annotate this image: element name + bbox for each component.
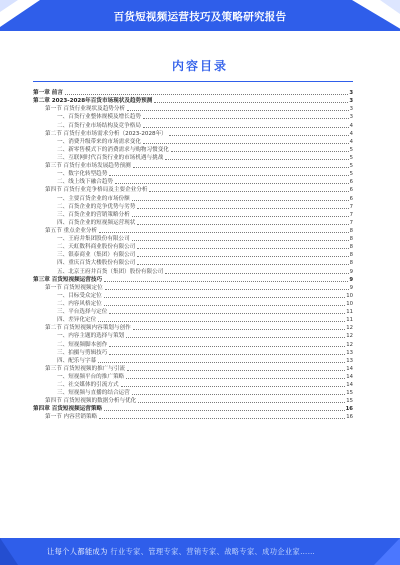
toc-divider bbox=[33, 81, 353, 82]
toc-entry[interactable] bbox=[33, 332, 353, 340]
toc-entry[interactable] bbox=[33, 251, 353, 259]
toc-entry-title: 第四节 百货行业竞争格局及主要企业分析 bbox=[45, 187, 148, 194]
toc-leader-dots bbox=[133, 328, 346, 330]
toc-entry[interactable] bbox=[33, 227, 353, 235]
report-title: 百货短视频运营技巧及策略研究报告 bbox=[113, 11, 287, 23]
toc-entry-page: 5 bbox=[349, 163, 353, 170]
toc-leader-dots bbox=[169, 134, 349, 136]
toc-leader-dots bbox=[154, 101, 348, 103]
toc-leader-dots bbox=[109, 345, 345, 347]
toc-entry[interactable] bbox=[33, 259, 353, 267]
toc-entry-title: 第一节 百货短视频定位 bbox=[45, 284, 103, 291]
report-header-bar bbox=[0, 0, 400, 31]
toc-entry-page: 16 bbox=[346, 414, 353, 421]
toc-entry-page: 6 bbox=[349, 179, 353, 186]
toc-leader-dots bbox=[99, 417, 345, 419]
toc-leader-dots bbox=[143, 142, 349, 144]
toc-entry-title: 二、内容风格定位 bbox=[57, 300, 102, 307]
toc-entry[interactable] bbox=[33, 349, 353, 357]
toc-entry[interactable] bbox=[33, 243, 353, 251]
toc-leader-dots bbox=[98, 361, 345, 363]
toc-entry-title: 三、互联网时代百货行业的市场机遇与挑战 bbox=[57, 154, 164, 161]
toc-leader-dots bbox=[137, 247, 348, 249]
toc-leader-dots bbox=[137, 263, 348, 265]
toc-entry-page: 10 bbox=[346, 300, 353, 307]
toc-entry[interactable] bbox=[33, 89, 353, 97]
toc-leader-dots bbox=[126, 336, 345, 338]
toc-entry-page: 6 bbox=[349, 187, 353, 194]
toc-entry[interactable] bbox=[33, 316, 353, 324]
footer-right-accent bbox=[374, 538, 400, 565]
toc-entry[interactable] bbox=[33, 397, 353, 405]
toc-entry-title: 一、目标受众定位 bbox=[57, 292, 102, 299]
toc-leader-dots bbox=[104, 280, 348, 282]
toc-entry-page: 15 bbox=[346, 398, 353, 405]
toc-entry[interactable] bbox=[33, 276, 353, 284]
toc-entry[interactable] bbox=[33, 162, 353, 170]
toc-entry-page: 6 bbox=[349, 195, 353, 202]
toc-leader-dots bbox=[165, 272, 348, 274]
toc-entry-title: 五、北京王府井百货（集团）股份有限公司 bbox=[57, 268, 164, 275]
toc-leader-dots bbox=[143, 126, 349, 128]
toc-entry[interactable] bbox=[33, 203, 353, 211]
toc-entry-title: 四、重庆百货大楼股份有限公司 bbox=[57, 260, 136, 267]
toc-entry-page: 12 bbox=[346, 341, 353, 348]
toc-entry-page: 11 bbox=[346, 309, 353, 316]
toc-leader-dots bbox=[105, 288, 349, 290]
toc-leader-dots bbox=[126, 377, 345, 379]
toc-entry-title: 三、百货企业的营销策略分析 bbox=[57, 211, 130, 218]
toc-entry-title: 二、线上线下融合趋势 bbox=[57, 179, 113, 186]
toc-entry-page: 15 bbox=[346, 390, 353, 397]
toc-entry-title: 二、社交媒体的引流方式 bbox=[57, 382, 119, 389]
footer-left-accent bbox=[0, 538, 18, 565]
toc-entry-title: 二、新零售模式下的消费需求与购物习惯变化 bbox=[57, 146, 169, 153]
toc-entry-title: 第四节 百货短视频的数据分析与优化 bbox=[45, 398, 137, 405]
toc-leader-dots bbox=[104, 304, 345, 306]
toc-entry-title: 一、数字化转型趋势 bbox=[57, 171, 108, 178]
toc-heading: 内容目录 bbox=[171, 59, 228, 73]
toc-entry[interactable] bbox=[33, 130, 353, 138]
toc-entry-title: 四、百货企业的短视频运营现状 bbox=[57, 219, 136, 226]
toc-entry[interactable] bbox=[33, 357, 353, 365]
toc-entry[interactable] bbox=[33, 389, 353, 397]
toc-entry-title: 第四章 百货短视频运营策略 bbox=[33, 406, 103, 413]
footer-slogan bbox=[47, 547, 315, 557]
toc-leader-dots bbox=[127, 369, 345, 371]
toc-leader-dots bbox=[104, 409, 345, 411]
toc-entry-page: 5 bbox=[349, 171, 353, 178]
toc-leader-dots bbox=[138, 401, 345, 403]
toc-entry[interactable] bbox=[33, 373, 353, 381]
toc-entry-title: 一、消费升级带来的市场需求变化 bbox=[57, 138, 141, 145]
toc-entry-page: 7 bbox=[349, 203, 353, 210]
toc-entry-page: 9 bbox=[349, 268, 353, 275]
toc-entry-page: 7 bbox=[349, 219, 353, 226]
toc-entry-page: 5 bbox=[349, 146, 353, 153]
toc-entry-title: 三、银泰商业（集团）有限公司 bbox=[57, 252, 136, 259]
toc-entry-page: 12 bbox=[346, 325, 353, 332]
toc-leader-dots bbox=[98, 320, 345, 322]
toc-entry[interactable] bbox=[33, 235, 353, 243]
toc-entry[interactable] bbox=[33, 146, 353, 154]
toc-entry-title: 一、主要百货企业的市场份额 bbox=[57, 195, 130, 202]
toc-entry-page: 8 bbox=[349, 252, 353, 259]
toc-entry-title: 第二节 百货短视频内容策划与创作 bbox=[45, 325, 131, 332]
toc-entry[interactable] bbox=[33, 97, 353, 105]
toc-entry-page: 3 bbox=[349, 98, 353, 105]
toc-leader-dots bbox=[121, 385, 346, 387]
toc-entry-page: 7 bbox=[349, 211, 353, 218]
toc-entry-page: 8 bbox=[349, 236, 353, 243]
toc-leader-dots bbox=[109, 312, 345, 314]
toc-entry-title: 第三节 百货短视频的推广与引流 bbox=[45, 365, 126, 372]
toc-entry[interactable] bbox=[33, 267, 353, 275]
toc-entry[interactable] bbox=[33, 170, 353, 178]
toc-entry-page: 3 bbox=[349, 90, 353, 97]
toc-entry-page: 16 bbox=[345, 406, 353, 413]
toc-entry-page: 9 bbox=[349, 284, 353, 291]
toc-entry-page: 4 bbox=[349, 138, 353, 145]
toc-entry[interactable] bbox=[33, 105, 353, 113]
toc-entry-page: 9 bbox=[349, 276, 353, 283]
toc-entry-title: 二、天虹数科商业股份有限公司 bbox=[57, 244, 136, 251]
toc-leader-dots bbox=[149, 190, 348, 192]
toc-entry-title: 三、短视频与直播的结合运营 bbox=[57, 390, 130, 397]
toc-entry-page: 14 bbox=[346, 382, 353, 389]
toc-entry[interactable] bbox=[33, 178, 353, 186]
toc-entry[interactable] bbox=[33, 381, 353, 389]
toc-entry[interactable] bbox=[33, 284, 353, 292]
toc-entry-title: 二、百货行业市场结构及竞争格局 bbox=[57, 122, 141, 129]
toc-entry[interactable] bbox=[33, 186, 353, 194]
toc-entry[interactable] bbox=[33, 194, 353, 202]
toc-entry[interactable] bbox=[33, 113, 353, 121]
toc-entry[interactable] bbox=[33, 300, 353, 308]
toc-entry[interactable] bbox=[33, 211, 353, 219]
toc-entry[interactable] bbox=[33, 340, 353, 348]
toc-entry[interactable] bbox=[33, 121, 353, 129]
toc-entry-title: 四、差异化定位 bbox=[57, 317, 97, 324]
toc-entry-title: 第三章 百货短视频运营技巧 bbox=[33, 276, 103, 283]
toc-leader-dots bbox=[137, 223, 348, 225]
toc-leader-dots bbox=[171, 150, 349, 152]
toc-entry[interactable] bbox=[33, 365, 353, 373]
toc-entry[interactable] bbox=[33, 138, 353, 146]
toc-entry[interactable] bbox=[33, 413, 353, 421]
toc-entry-title: 一、王府井集团股份有限公司 bbox=[57, 236, 130, 243]
toc-leader-dots bbox=[115, 182, 349, 184]
toc-leader-dots bbox=[132, 393, 346, 395]
toc-entry[interactable] bbox=[33, 219, 353, 227]
toc-entry-page: 10 bbox=[346, 292, 353, 299]
toc-entry-page: 8 bbox=[349, 260, 353, 267]
toc-leader-dots bbox=[133, 166, 349, 168]
toc-entry-title: 第二章 2023-2028年百货市场现状及趋势预测 bbox=[33, 98, 153, 105]
toc-leader-dots bbox=[65, 93, 348, 95]
toc-leader-dots bbox=[127, 109, 349, 111]
toc-entry[interactable] bbox=[33, 324, 353, 332]
toc-leader-dots bbox=[132, 199, 349, 201]
toc-entry-title: 四、配乐与字幕 bbox=[57, 357, 97, 364]
toc-entry-title: 第三节 百货行业市场发展趋势预测 bbox=[45, 163, 131, 170]
toc-entry-page: 14 bbox=[346, 365, 353, 372]
toc-leader-dots bbox=[104, 296, 345, 298]
toc-entry-title: 三、拍摄与剪辑技巧 bbox=[57, 349, 108, 356]
toc-entry-page: 8 bbox=[349, 244, 353, 251]
toc-entry-page: 3 bbox=[349, 106, 353, 113]
toc-entry-page: 4 bbox=[349, 122, 353, 129]
toc-entry[interactable] bbox=[33, 308, 353, 316]
toc-leader-dots bbox=[165, 158, 348, 160]
toc-entry-page: 13 bbox=[346, 357, 353, 364]
toc-leader-dots bbox=[132, 239, 349, 241]
toc-entry-title: 三、平台选择与定位 bbox=[57, 309, 108, 316]
toc-entry-page: 3 bbox=[349, 114, 353, 121]
toc-entry[interactable] bbox=[33, 292, 353, 300]
toc-entry-title: 一、百货行业整体规模及增长趋势 bbox=[57, 114, 141, 121]
toc-entry-title: 二、百货企业的竞争优势与劣势 bbox=[57, 203, 136, 210]
toc-entry-page: 14 bbox=[346, 373, 353, 380]
toc-entry-title: 第一节 百货行业现状及趋势分析 bbox=[45, 106, 126, 113]
toc-leader-dots bbox=[109, 353, 345, 355]
toc-entry-title: 第一章 前言 bbox=[33, 90, 63, 97]
toc-leader-dots bbox=[143, 117, 349, 119]
toc-entry-page: 12 bbox=[346, 333, 353, 340]
toc-entry-page: 11 bbox=[346, 317, 353, 324]
toc-entry-page: 4 bbox=[349, 130, 353, 137]
toc-entry-title: 第一节 内容营销策略 bbox=[45, 414, 98, 421]
toc-leader-dots bbox=[137, 255, 348, 257]
toc-entry[interactable] bbox=[33, 405, 353, 413]
toc-entry-page: 13 bbox=[346, 349, 353, 356]
toc-leader-dots bbox=[137, 207, 348, 209]
toc-entry[interactable] bbox=[33, 154, 353, 162]
toc-entry-title: 一、短视频平台的推广策略 bbox=[57, 373, 125, 380]
footer-roles: 行业专家、管理专家、营销专家、战略专家、成功企业家…… bbox=[110, 547, 316, 556]
toc-entry-title: 一、内容主题的选择与策划 bbox=[57, 333, 125, 340]
toc-entry-page: 5 bbox=[349, 154, 353, 161]
table-of-contents bbox=[33, 89, 353, 421]
toc-leader-dots bbox=[99, 231, 349, 233]
toc-leader-dots bbox=[109, 174, 348, 176]
toc-entry-title: 第二节 百货行业市场需求分析（2023-2028年） bbox=[45, 130, 167, 137]
footer-bar bbox=[0, 538, 400, 565]
toc-leader-dots bbox=[132, 215, 349, 217]
footer-prefix: 让每个人都能成为 bbox=[47, 547, 108, 556]
toc-entry-title: 第五节 重点企业分析 bbox=[45, 227, 98, 234]
toc-entry-title: 二、短视频脚本创作 bbox=[57, 341, 108, 348]
toc-entry-page: 8 bbox=[349, 227, 353, 234]
